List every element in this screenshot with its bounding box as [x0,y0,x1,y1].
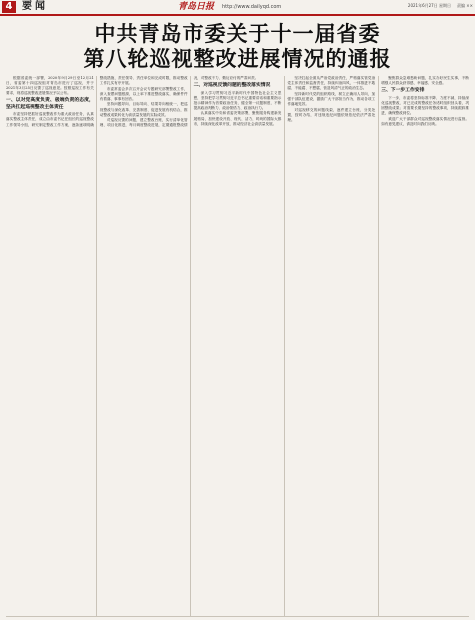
headline-line-2: 第八轮巡视整改进展情况的通报 [83,47,392,71]
section-title: 要闻 [22,1,48,12]
article-headline [0,22,475,72]
subhead: 一、以对党高度负责、极端负责的态度，坚决扛起巡视整改主体责任 [6,98,94,110]
editor-credit: 责编 ×× [457,3,473,8]
paragraph: 对巡视移交的问题线索，逐件建立台账，分类处置，按时办结，对违规违纪问题依规依纪依法严肃处理。 [287,107,376,122]
subhead: 二、对巡视反馈问题的整改落实情况 [193,83,271,89]
issue-date: 2021年6月27日 星期日 [407,3,451,8]
paragraph: 对巡视反馈的问题，建立整改台账，实行清单化管理、项目化推进，每月调度整改进展，定期通报整改情况，对整改不力、敷衍应付的严肃问责。 [99,76,259,128]
page-number: 4 [2,1,16,13]
paragraph: 欢迎广大干部群众对巡视整改落实情况进行监督。如有意见建议，请及时向我们反映。 [381,116,469,126]
paragraph: 深入学习贯彻习近平新时代中国特色社会主义思想，坚持把学习贯彻习近平总书记重要讲话和重要指示批示精神作为首要政治任务，健全第一议题制度，不断提高政治判断力、政治领悟力、政治执行力。 [193,90,282,110]
paragraph: 坚持问题导向、目标导向、结果导向相统一，把巡视整改与深化改革、完善制度、促进发展有机结合，推动整改成果转化为高质量发展的实际成效。 [99,102,188,117]
paragraph: 聚焦群众急难愁盼问题，扎实办好民生实事，不断增强人民群众获得感、幸福感、安全感。 [381,76,469,86]
page-header [0,0,475,16]
article-body [6,76,469,616]
website-url[interactable]: http://www.dailyqd.com [222,4,282,10]
headline-line-1: 中共青岛市委关于十一届省委 [94,22,381,46]
page-bottom-rule [6,616,469,617]
paragraph: 坚决扛起全面从严治党政治责任，严格落实管党治党主体责任和监督责任，持续纠治四风，一体推进不敢腐、不能腐、不想腐，营造风清气正的政治生态。 [287,76,376,91]
paragraph: 认真落实中央和省委决策部署，聚焦服务构建新发展格局，加快建设开放、现代、活力、时尚的国际大都市，持续深化改革开放，推动经济社会高质量发展。 [193,111,282,126]
paragraph: 市委常委会多次召开会议专题研究部署整改工作，深入查摆问题根源，以上率下推进整改落实，确保件件有着落、事事有回音。 [99,86,188,101]
paragraph: 市委坚持把抓好巡视整改作为重大政治任务，认真落实整改主体责任，成立由市委书记任组长的巡视整改工作领导小组，研究制定整改工作方案，逐条逐项明确整改措施、责任领导、责任单位和完成时限，推动整改工作扎实有序开展。 [6,76,188,127]
paragraph: 根据省委统一部署，2020年9月29日至12月21日，省委第十四巡视组对青岛市进行了巡视，并于2021年3月25日反馈了巡视意见。按照巡视工作有关要求，现将巡视整改进展情况予以公布。 [6,76,94,96]
subhead: 三、下一步工作安排 [381,88,425,94]
masthead-logo: 青岛日报 [178,2,215,12]
paragraph: 坚持新时代党的组织路线，树立正确用人导向，加强干部队伍建设，激励广大干部担当作为，推动各项工作落地见效。 [287,91,376,106]
paragraph: 下一步，市委将坚持标准不降、力度不减，持续深化巡视整改，对已完成的整改任务适时组织回头看，巩固整改成果；对需要长期坚持的整改事项，持续跟踪推进，确保整改到位。 [381,95,469,115]
